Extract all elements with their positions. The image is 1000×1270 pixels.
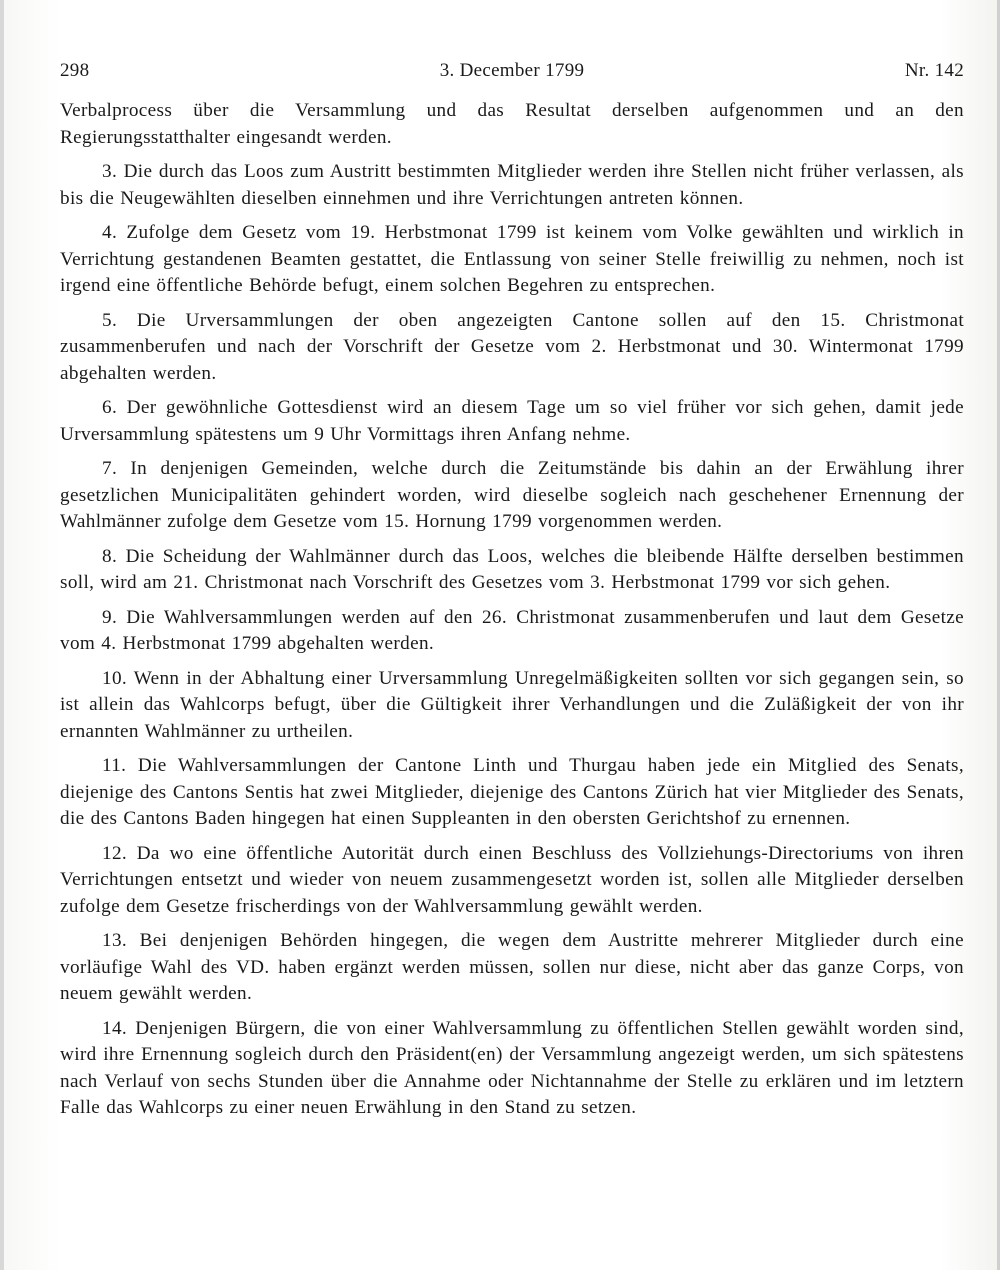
paragraph-continued: Verbalprocess über die Versammlung und das Resultat derselben aufgenommen und an den Regierungsstatthalter eingesandt werden. [60,100,964,148]
paragraph-10: 10. Wenn in der Abhaltung einer Urversammlung Unregelmäßigkeiten sollten vor sich gegangen sein, so ist allein das Wahlcorps befugt, über die Gültigkeit ihrer Verhandlungen und die Zuläßigkeit der von ihr ernannten Wahlmänner zu urtheilen. [60,667,964,742]
paragraph-4: 4. Zufolge dem Gesetz vom 19. Herbstmonat 1799 ist keinem vom Volke gewählten und wirklich in Verrichtung gestandenen Beamten gestattet, die Entlassung von seiner Stelle freiwillig zu nehmen, noch ist irgend eine öffentliche Behörde befugt, einem solchen Begehren zu entsprechen. [60,222,964,296]
paragraph-14: 14. Denjenigen Bürgern, die von einer Wahlversammlung zu öffentlichen Stellen gewählt worden sind, wird ihre Ernennung sogleich durch den Präsident(en) der Versammlung angezeigt werden, um sich spätestens nach Verlauf von sechs Stunden über die Annahme oder Nichtannahme der Stelle zu erklären und im letztern Falle das Wahlcorps zu einer neuen Erwählung in den Stand zu setzen. [60,1017,964,1118]
header-date: 3. December 1799 [439,60,585,81]
paragraph-5: 5. Die Urversammlungen der oben angezeigten Cantone sollen auf den 15. Christmonat zusammenberufen und nach der Vorschrift der Gesetze vom 2. Herbstmonat und 30. Wintermonat 1799 abgehalten werden. [60,309,964,384]
page-header [60,60,964,86]
paragraph-9: 9. Die Wahlversammlungen werden auf den 26. Christmonat zusammenberufen und laut dem Gesetze vom 4. Herbstmonat 1799 abgehalten werden. [60,606,964,654]
page-number: 298 [60,60,90,81]
document-number: Nr. 142 [904,60,964,81]
document-body [60,98,964,1130]
paragraph-6: 6. Der gewöhnliche Gottesdienst wird an diesem Tage um so viel früher vor sich gehen, damit jede Urversammlung spätestens um 9 Uhr Vormittags ihren Anfang nehme. [60,397,964,445]
paragraph-13: 13. Bei denjenigen Behörden hingegen, die wegen dem Austritte mehrerer Mitglieder durch eine vorläufige Wahl des VD. haben ergänzt werden müssen, sollen nur diese, nicht aber das ganze Corps, von neuem gewählt werden. [60,930,964,1004]
page-left-edge [0,0,4,1270]
paragraph-11: 11. Die Wahlversammlungen der Cantone Linth und Thurgau haben jede ein Mitglied des Senats, diejenige des Cantons Sentis hat zwei Mitglieder, diejenige des Cantons Zürich hat vier Mitglieder des Senats, die des Cantons Baden hingegen hat einen Suppleanten in den obersten Gerichtshof zu ernennen. [60,755,964,829]
paragraph-8: 8. Die Scheidung der Wahlmänner durch das Loos, welches die bleibende Hälfte derselben bestimmen soll, wird am 21. Christmonat nach Vorschrift des Gesetzes vom 3. Herbstmonat 1799 vor sich gehen. [60,545,964,593]
paragraph-3: 3. Die durch das Loos zum Austritt bestimmten Mitglieder werden ihre Stellen nicht früher verlassen, als bis die Neugewählten dieselben einnehmen und ihre Verrichtungen antreten können. [60,161,964,209]
paragraph-12: 12. Da wo eine öffentliche Autorität durch einen Beschluss des Vollziehungs-Directoriums von ihren Verrichtungen entsetzt und wieder von neuem zusammengesetzt worden ist, sollen alle Mitglieder derselben zufolge dem Gesetze frischerdings von der Wahlversammlung gewählt werden. [60,842,964,917]
paragraph-7: 7. In denjenigen Gemeinden, welche durch die Zeitumstände bis dahin an der Erwählung ihrer gesetzlichen Municipalitäten gehindert worden, wird dieselbe sogleich nach geschehener Ernennung der Wahlmänner zufolge dem Gesetze vom 15. Hornung 1799 vorgenommen werden. [60,458,964,532]
